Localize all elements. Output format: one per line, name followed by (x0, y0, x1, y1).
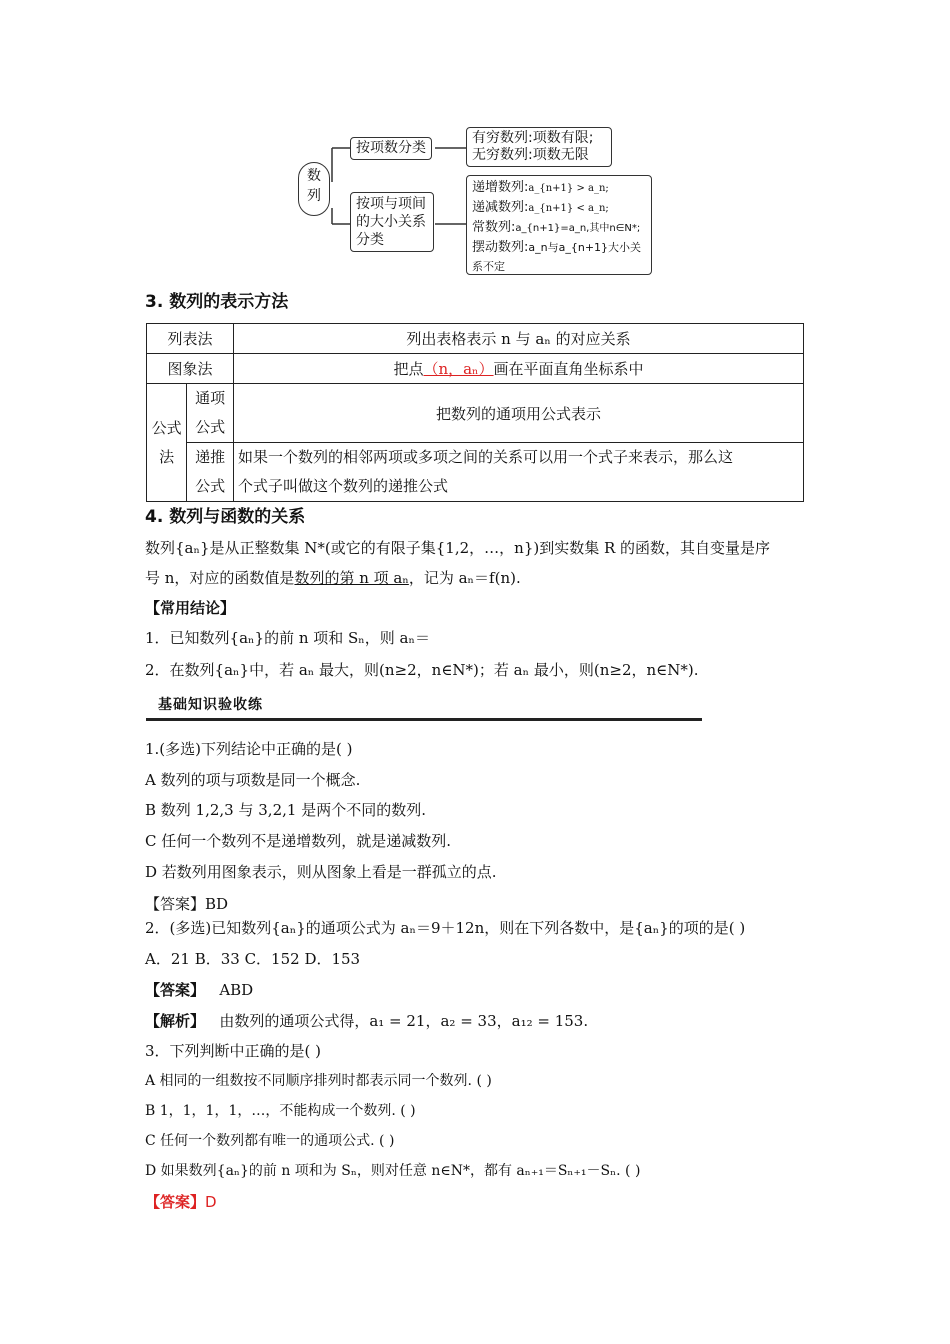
q1-option-c: C 任何一个数列不是递增数列，就是递减数列. (145, 832, 452, 850)
highlight-point: （n，aₙ） (423, 360, 494, 378)
section4-title: 4. 数列与函数的关系 (145, 507, 306, 527)
section4-line1: 数列{aₙ}是从正整数集 N*(或它的有限子集{1,2，…，n})到实数集 R 的函数，其自变量是序 (145, 539, 771, 557)
q1-stem: 1.(多选)下列结论中正确的是( ) (145, 740, 353, 758)
q1-option-a: A 数列的项与项数是同一个概念. (145, 771, 361, 789)
increasing-line: 递增数列:a_{n+1} > a_n; (472, 180, 609, 195)
conclusions-title: 【常用结论】 (145, 599, 236, 617)
table-row (147, 443, 804, 502)
q2-analysis: 【解析】 由数列的通项公式得，a₁ = 21，a₂ = 33，a₁₂ = 153. (145, 1012, 589, 1030)
row-content: 列出表格表示 n 与 aₙ 的对应关系 (234, 324, 804, 354)
q3-option-c: C 任何一个数列都有唯一的通项公式. ( ) (145, 1133, 395, 1149)
constant-line: 常数列:a_{n+1}=a_n,其中n∈N*; (472, 220, 641, 235)
mindmap-branch-count: 按项数分类 (350, 137, 432, 160)
q2-stem: 2．(多选)已知数列{aₙ}的通项公式为 aₙ＝9＋12n，则在下列各数中，是{aₙ}的项的是( ) (145, 919, 746, 937)
section3-title: 3. 数列的表示方法 (145, 292, 289, 312)
q3-option-d: D 如果数列{aₙ}的前 n 项和为 Sₙ，则对任意 n∈N*，都有 aₙ₊₁＝Sₙ₊₁－Sₙ. ( ) (145, 1163, 641, 1179)
table-row (147, 384, 804, 443)
section4-line2: 号 n，对应的函数值是数列的第 n 项 aₙ，记为 aₙ＝f(n). (145, 569, 521, 587)
q1-answer: 【答案】BD (145, 895, 229, 913)
row-content: 把数列的通项用公式表示 (234, 384, 804, 443)
representation-table (146, 323, 804, 502)
row-content: 如果一个数列的相邻两项或多项之间的关系可以用一个式子来表示，那么这 个式子叫做这个数列的递推公式 (234, 443, 804, 502)
row-label: 递推公式 (187, 443, 234, 502)
row-label: 通项公式 (187, 384, 234, 443)
mindmap-root: 数列 (298, 162, 330, 216)
q3-option-b: B 1，1，1，1，…，不能构成一个数列. ( ) (145, 1103, 416, 1119)
mindmap-size-items (466, 175, 652, 275)
practice-header: 基础知识验收练 (146, 694, 702, 721)
q2-answer: 【答案】 ABD (145, 981, 254, 999)
group-label: 公式法 (147, 384, 187, 502)
table-row (147, 324, 804, 354)
table-row (147, 354, 804, 384)
q2-options: A．21 B．33 C．152 D．153 (145, 950, 361, 968)
decreasing-line: 递减数列:a_{n+1} < a_n; (472, 200, 609, 215)
row-label: 列表法 (147, 324, 234, 354)
row-label: 图象法 (147, 354, 234, 384)
conclusion-1: 1．已知数列{aₙ}的前 n 项和 Sₙ，则 aₙ＝ (145, 629, 430, 647)
q1-option-b: B 数列 1,2,3 与 3,2,1 是两个不同的数列. (145, 801, 426, 819)
mindmap-count-items: 有穷数列:项数有限; 无穷数列:项数无限 (466, 127, 612, 167)
mindmap-branch-size: 按项与项间的大小关系分类 (350, 192, 434, 252)
oscillating-line: 摆动数列:a_n与a_{n+1}大小关系不定 (472, 240, 642, 273)
row-content: 把点（n，aₙ）画在平面直角坐标系中 (234, 354, 804, 384)
q3-answer: 【答案】D (145, 1193, 217, 1211)
q3-option-a: A 相同的一组数按不同顺序排列时都表示同一个数列. ( ) (145, 1073, 492, 1089)
q3-stem: 3．下列判断中正确的是( ) (145, 1042, 322, 1060)
conclusion-2: 2．在数列{aₙ}中，若 aₙ 最大，则(n≥2，n∈N*)；若 aₙ 最小，则(n≥2，n∈N*). (145, 661, 699, 679)
q1-option-d: D 若数列用图象表示，则从图象上看是一群孤立的点. (145, 863, 497, 881)
